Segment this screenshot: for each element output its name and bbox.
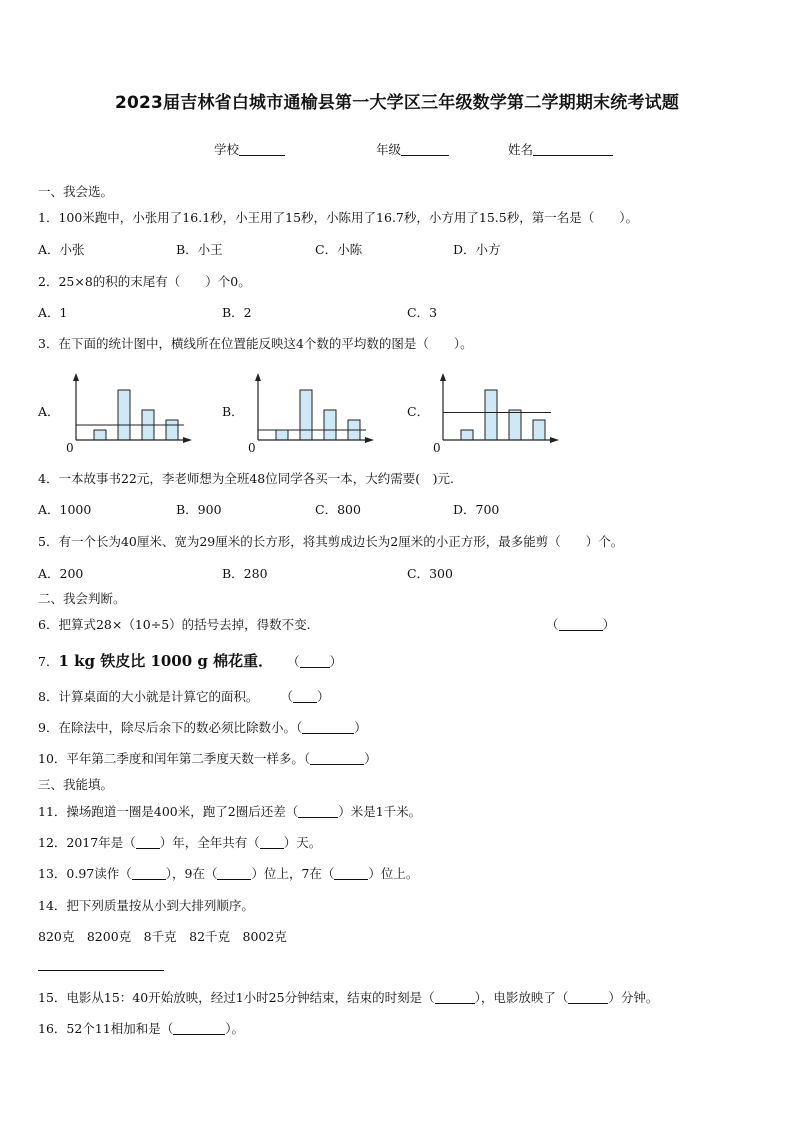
q12-blank-2[interactable] [260, 836, 284, 849]
q3-option-a[interactable]: A． [38, 404, 60, 419]
q13-text-d: ）位上。 [368, 866, 419, 881]
question-7 [38, 650, 342, 671]
q7-blank[interactable] [300, 655, 330, 668]
q7-number: 7． [38, 654, 59, 669]
q2-option-b[interactable]: B．2 [222, 305, 252, 320]
question-12 [38, 833, 321, 851]
q4-option-d[interactable]: D．700 [453, 502, 500, 517]
grade-label: 年级 [376, 142, 402, 157]
q13-text-c: ）位上，7在（ [251, 866, 335, 881]
q6-blank[interactable] [559, 618, 603, 631]
name-blank[interactable] [533, 143, 613, 156]
question-11 [38, 802, 421, 820]
q6-paren-left: （ [546, 617, 559, 632]
question-15 [38, 988, 658, 1006]
q10-paren-right: ） [364, 751, 377, 766]
q15-blank-2[interactable] [568, 991, 608, 1004]
bar-chart-a [66, 370, 196, 455]
q15-blank-1[interactable] [435, 991, 475, 1004]
q16-blank[interactable] [173, 1022, 225, 1035]
q10-text: 10．平年第二季度和闰年第二季度天数一样多。 [38, 751, 304, 766]
q11-blank[interactable] [298, 805, 338, 818]
chart-c-y-arrow [440, 373, 446, 381]
question-6: 6．把算式28×（10÷5）的括号去掉，得数不变. [38, 617, 311, 632]
section-heading-3: 三、我能填。 [38, 777, 114, 792]
q15-text-b: ），电影放映了（ [474, 990, 569, 1005]
q3-option-c[interactable]: C． [407, 404, 430, 419]
chart-a-x-arrow [183, 437, 192, 443]
question-13 [38, 864, 418, 882]
chart-b-y-arrow [255, 373, 261, 381]
name-field [508, 140, 613, 158]
q10-paren-left: （ [303, 751, 311, 766]
q3-option-b[interactable]: B． [222, 404, 244, 419]
chart-c-bar-3 [509, 410, 521, 440]
q13-text-a: 13．0.97读作（ [38, 866, 132, 881]
page-title: 2023届吉林省白城市通榆县第一大学区三年级数学第二学期期末统考试题 [114, 93, 680, 113]
q7-paren-left: （ [287, 654, 300, 669]
q15-text-a: 15．电影从15：40开始放映，经过1小时25分钟结束，结束的时刻是（ [38, 990, 435, 1005]
q1-option-a[interactable]: A．小张 [38, 242, 85, 257]
question-9 [38, 718, 367, 736]
bar-chart-c [433, 370, 563, 455]
q2-option-c[interactable]: C．3 [407, 305, 438, 320]
chart-c-origin-label: 0 [433, 441, 441, 455]
q14-items: 820克 8200克 8千克 82千克 8002克 [38, 929, 287, 944]
question-16 [38, 1019, 244, 1037]
q16-text-b: ）。 [225, 1021, 244, 1036]
q2-option-a[interactable]: A．1 [38, 305, 68, 320]
q13-blank-2[interactable] [217, 867, 251, 880]
q9-paren-right: ） [354, 720, 367, 735]
chart-a-bar-4 [166, 420, 178, 440]
q7-text: 1 kg 铁皮比 1000 g 棉花重． [58, 652, 274, 670]
question-1: 1．100米跑中，小张用了16.1秒，小王用了15秒，小陈用了16.7秒，小方用了15.5秒，第一名是（ ）。 [38, 210, 638, 225]
q6-paren-right: ） [602, 617, 616, 632]
question-5: 5．有一个长为40厘米、宽为29厘米的长方形，将其剪成边长为2厘米的小正方形，最多能剪（ ）个。 [38, 534, 624, 549]
footnote-divider [38, 970, 164, 971]
q13-text-b: ），9在（ [165, 866, 218, 881]
question-4: 4．一本故事书22元，李老师想为全班48位同学各买一本，大约需要( )元. [38, 471, 454, 486]
q11-text-b: ）米是1千米。 [338, 804, 422, 819]
chart-b-x-arrow [365, 437, 374, 443]
chart-b-bar-1 [276, 430, 288, 440]
chart-b-bar-2 [300, 390, 312, 440]
q12-text-b: ）年，全年共有（ [159, 835, 260, 850]
q1-option-c[interactable]: C．小陈 [315, 242, 363, 257]
chart-c-bar-2 [485, 390, 497, 440]
q12-blank-1[interactable] [136, 836, 160, 849]
question-14: 14．把下列质量按从小到大排列顺序。 [38, 898, 254, 913]
q15-text-c: ）分钟。 [608, 990, 659, 1005]
chart-c-bar-4 [533, 420, 545, 440]
q16-text-a: 16．52个11相加和是（ [38, 1021, 174, 1036]
school-label: 学校 [214, 142, 240, 157]
grade-blank[interactable] [401, 143, 449, 156]
q5-option-a[interactable]: A．200 [38, 566, 84, 581]
chart-a-origin-label: 0 [66, 441, 74, 455]
grade-field [376, 140, 449, 158]
chart-a-bar-2 [118, 390, 130, 440]
q5-option-b[interactable]: B．280 [222, 566, 268, 581]
q11-text-a: 11．操场跑道一圈是400米，跑了2圈后还差（ [38, 804, 299, 819]
q10-blank[interactable] [310, 752, 364, 765]
chart-b-bar-3 [324, 410, 336, 440]
q8-paren-right: ） [316, 689, 330, 704]
school-field [214, 140, 285, 158]
bar-chart-b [248, 370, 378, 455]
q4-option-b[interactable]: B．900 [176, 502, 222, 517]
q8-text: 8．计算桌面的大小就是计算它的面积。 [38, 689, 259, 704]
q4-option-a[interactable]: A．1000 [38, 502, 92, 517]
name-label: 姓名 [508, 142, 534, 157]
q13-blank-3[interactable] [334, 867, 368, 880]
chart-c-x-arrow [550, 437, 559, 443]
q7-paren-right: ） [329, 654, 343, 669]
q9-text: 9．在除法中，除尽后余下的数必须比除数小。 [38, 720, 296, 735]
q1-option-d[interactable]: D．小方 [453, 242, 501, 257]
chart-c-bar-1 [461, 430, 473, 440]
section-heading-2: 二、我会判断。 [38, 591, 126, 606]
chart-a-y-arrow [73, 373, 79, 381]
q8-paren-left: （ [280, 689, 293, 704]
q1-option-b[interactable]: B．小王 [176, 242, 223, 257]
q13-blank-1[interactable] [132, 867, 166, 880]
school-blank[interactable] [239, 143, 285, 156]
question-3: 3．在下面的统计图中，横线所在位置能反映这4个数的平均数的图是（ ）。 [38, 336, 473, 351]
chart-a-bar-1 [94, 430, 106, 440]
q9-paren-left: （ [295, 720, 303, 735]
q12-text-a: 12．2017年是（ [38, 835, 136, 850]
q6-answer[interactable] [546, 615, 615, 633]
question-2: 2．25×8的积的末尾有（ ）个0。 [38, 274, 251, 289]
q9-blank[interactable] [302, 721, 354, 734]
q5-option-c[interactable]: C．300 [407, 566, 453, 581]
question-8 [38, 687, 329, 705]
q8-blank[interactable] [293, 690, 317, 703]
q4-option-c[interactable]: C．800 [315, 502, 361, 517]
question-10 [38, 749, 377, 767]
section-heading-1: 一、我会选。 [38, 184, 114, 199]
q12-text-c: ）天。 [283, 835, 322, 850]
chart-b-origin-label: 0 [248, 441, 256, 455]
